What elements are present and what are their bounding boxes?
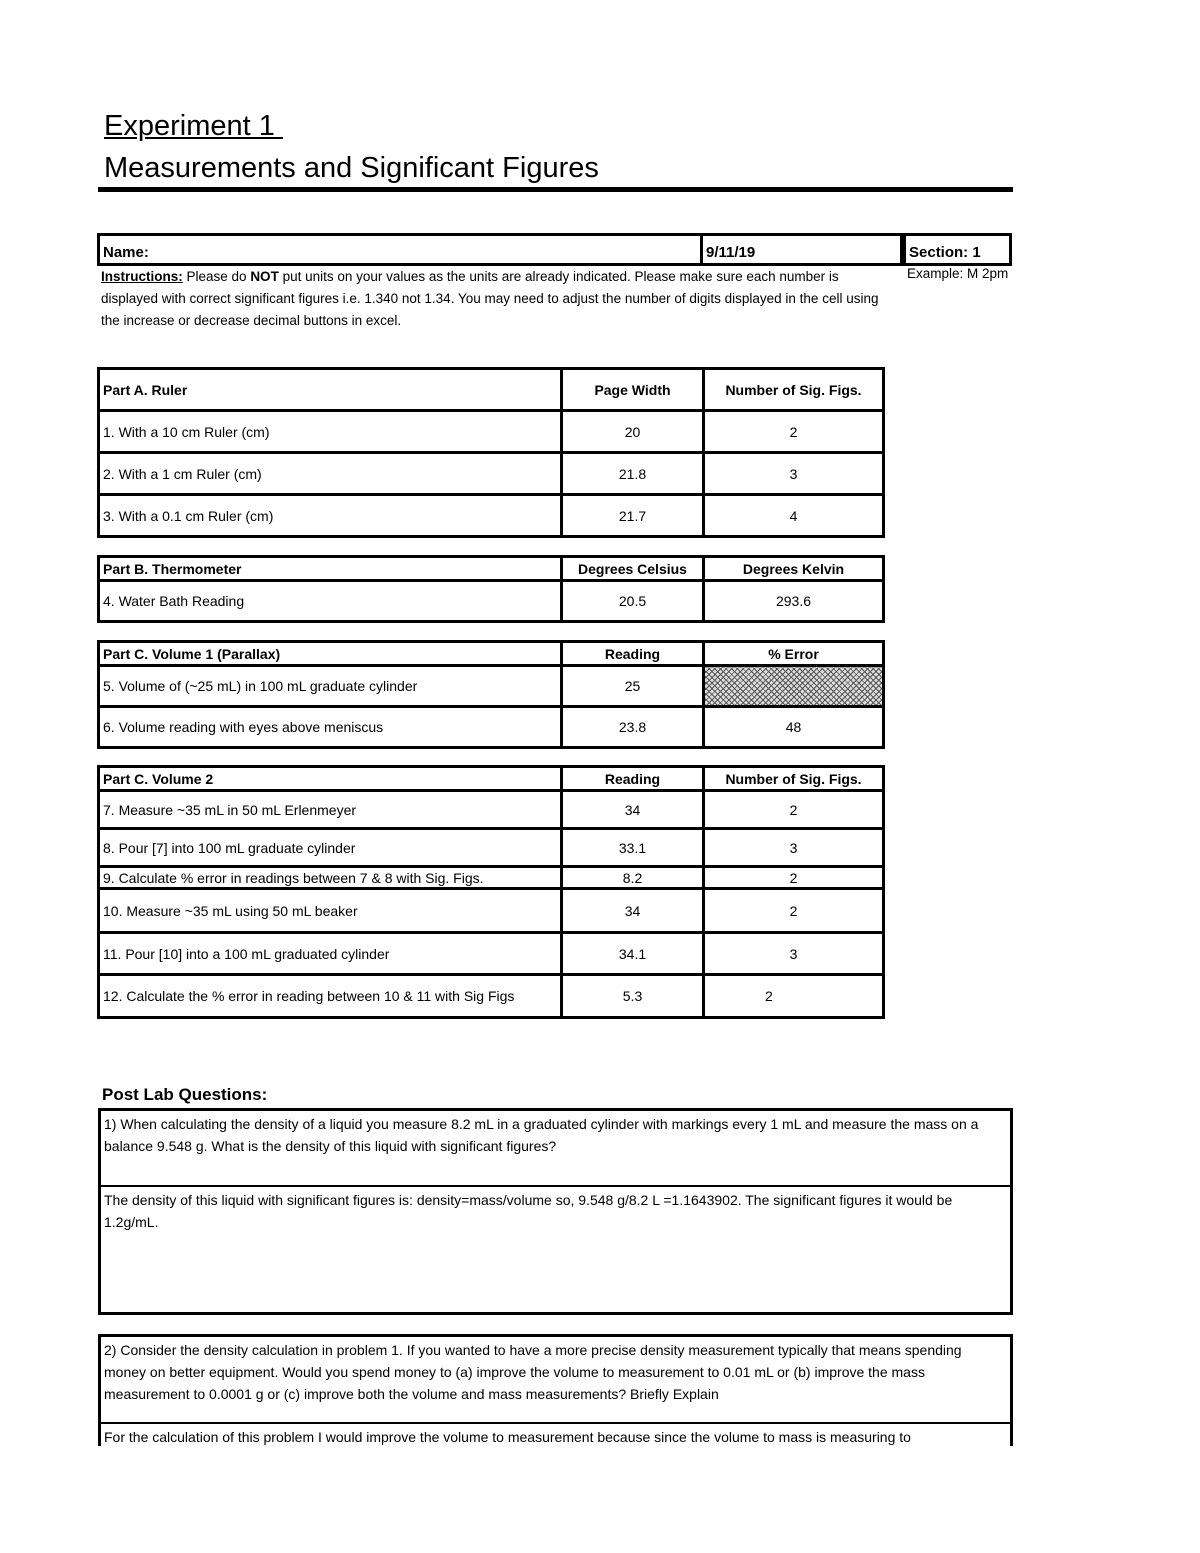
value-cell[interactable]: 34 xyxy=(562,791,704,829)
experiment-subtitle: Measurements and Significant Figures xyxy=(104,152,599,184)
row-label: 4. Water Bath Reading xyxy=(99,581,562,622)
value-cell[interactable]: 8.2 xyxy=(562,867,704,889)
value-cell[interactable]: 21.7 xyxy=(562,495,704,537)
row-label: 12. Calculate the % error in reading between 10 & 11 with Sig Figs xyxy=(99,975,562,1018)
value-cell[interactable]: 4 xyxy=(704,495,884,537)
kelvin-header: Degrees Kelvin xyxy=(704,557,884,581)
sig-figs-header: Number of Sig. Figs. xyxy=(704,369,884,411)
value-cell[interactable]: 25 xyxy=(562,666,704,707)
row-label: 1. With a 10 cm Ruler (cm) xyxy=(99,411,562,453)
value-cell[interactable]: 20 xyxy=(562,411,704,453)
row-label: 7. Measure ~35 mL in 50 mL Erlenmeyer xyxy=(99,791,562,829)
answer-1[interactable]: The density of this liquid with significant figures is: density=mass/volume so, 9.548 g/8.2 L =1.1643902. The significant figures it would be 1.2g/mL. xyxy=(104,1192,953,1230)
error-header: % Error xyxy=(704,642,884,666)
instructions-text-1: Please do xyxy=(182,269,251,284)
value-cell[interactable]: 5.3 xyxy=(562,975,704,1018)
section-example: Example: M 2pm xyxy=(907,266,1009,281)
celsius-header: Degrees Celsius xyxy=(562,557,704,581)
row-label: 2. With a 1 cm Ruler (cm) xyxy=(99,453,562,495)
instructions-text-2: put units on your values as the units are already indicated. Please make sure each number is displayed with correct significant figures i.e. 1.340 not 1.34. You may need to adjust the number of digits displayed in the cell using the increase or decrease decimal buttons in excel. xyxy=(101,269,879,328)
part-b-table xyxy=(97,555,885,623)
value-cell[interactable]: 2 xyxy=(704,867,884,889)
page-width-header: Page Width xyxy=(562,369,704,411)
part-c1-table xyxy=(97,640,885,749)
row-label: 3. With a 0.1 cm Ruler (cm) xyxy=(99,495,562,537)
row-label: 5. Volume of (~25 mL) in 100 mL graduate cylinder xyxy=(99,666,562,707)
part-b-header: Part B. Thermometer xyxy=(99,557,562,581)
question-1: 1) When calculating the density of a liquid you measure 8.2 mL in a graduated cylinder with markings every 1 mL and measure the mass on a balance 9.548 g. What is the density of this liquid with significant figures? xyxy=(101,1111,1010,1187)
instructions xyxy=(101,266,891,332)
value-cell[interactable]: 3 xyxy=(704,453,884,495)
value-cell[interactable]: 2 xyxy=(704,791,884,829)
part-a-table xyxy=(97,367,885,538)
value-cell[interactable]: 2 xyxy=(704,411,884,453)
part-c1-header: Part C. Volume 1 (Parallax) xyxy=(99,642,562,666)
question-1-box xyxy=(98,1108,1013,1315)
part-c2-table xyxy=(97,765,885,1019)
value-cell[interactable]: 293.6 xyxy=(704,581,884,622)
value-cell[interactable]: 23.8 xyxy=(562,707,704,748)
postlab-heading: Post Lab Questions: xyxy=(102,1085,268,1104)
title-rule xyxy=(98,187,1013,192)
value-cell[interactable]: 3 xyxy=(704,933,884,975)
instructions-label: Instructions: xyxy=(101,269,183,284)
part-a-header: Part A. Ruler xyxy=(99,369,562,411)
date-field[interactable]: 9/11/19 xyxy=(700,233,903,266)
section-field[interactable]: Section: 1 xyxy=(903,233,1012,266)
row-label: 9. Calculate % error in readings between 7 & 8 with Sig. Figs. xyxy=(99,867,562,889)
hatched-cell xyxy=(704,666,884,707)
reading-header: Reading xyxy=(562,767,704,791)
row-label: 6. Volume reading with eyes above meniscus xyxy=(99,707,562,748)
value-cell[interactable]: 33.1 xyxy=(562,829,704,867)
instructions-not: NOT xyxy=(250,269,279,284)
value-cell[interactable]: 34.1 xyxy=(562,933,704,975)
row-label: 11. Pour [10] into a 100 mL graduated cylinder xyxy=(99,933,562,975)
row-label: 8. Pour [7] into 100 mL graduate cylinder xyxy=(99,829,562,867)
value-cell[interactable]: 34 xyxy=(562,889,704,933)
value-cell[interactable]: 21.8 xyxy=(562,453,704,495)
reading-header: Reading xyxy=(562,642,704,666)
answer-2[interactable]: For the calculation of this problem I would improve the volume to measurement because since the volume to mass is measuring to xyxy=(104,1429,911,1445)
question-2: 2) Consider the density calculation in problem 1. If you wanted to have a more precise density measurement typically that means spending money on better equipment. Would you spend money to (a) improve the volume to measurement to 0.01 mL or (b) improve the mass measurement to 0.0001 g or (c) improve both the volume and mass measurements? Briefly Explain xyxy=(101,1337,1010,1424)
value-cell[interactable]: 20.5 xyxy=(562,581,704,622)
part-c2-header: Part C. Volume 2 xyxy=(99,767,562,791)
name-field[interactable]: Name: xyxy=(97,233,703,266)
row-label: 10. Measure ~35 mL using 50 mL beaker xyxy=(99,889,562,933)
experiment-title: Experiment 1 xyxy=(104,110,283,142)
sig-figs-header: Number of Sig. Figs. xyxy=(704,767,884,791)
value-cell[interactable]: 2 xyxy=(704,889,884,933)
value-cell[interactable]: 3 xyxy=(704,829,884,867)
value-cell[interactable]: 48 xyxy=(704,707,884,748)
value-cell[interactable]: 2 xyxy=(704,975,884,1018)
question-2-box xyxy=(98,1334,1013,1446)
